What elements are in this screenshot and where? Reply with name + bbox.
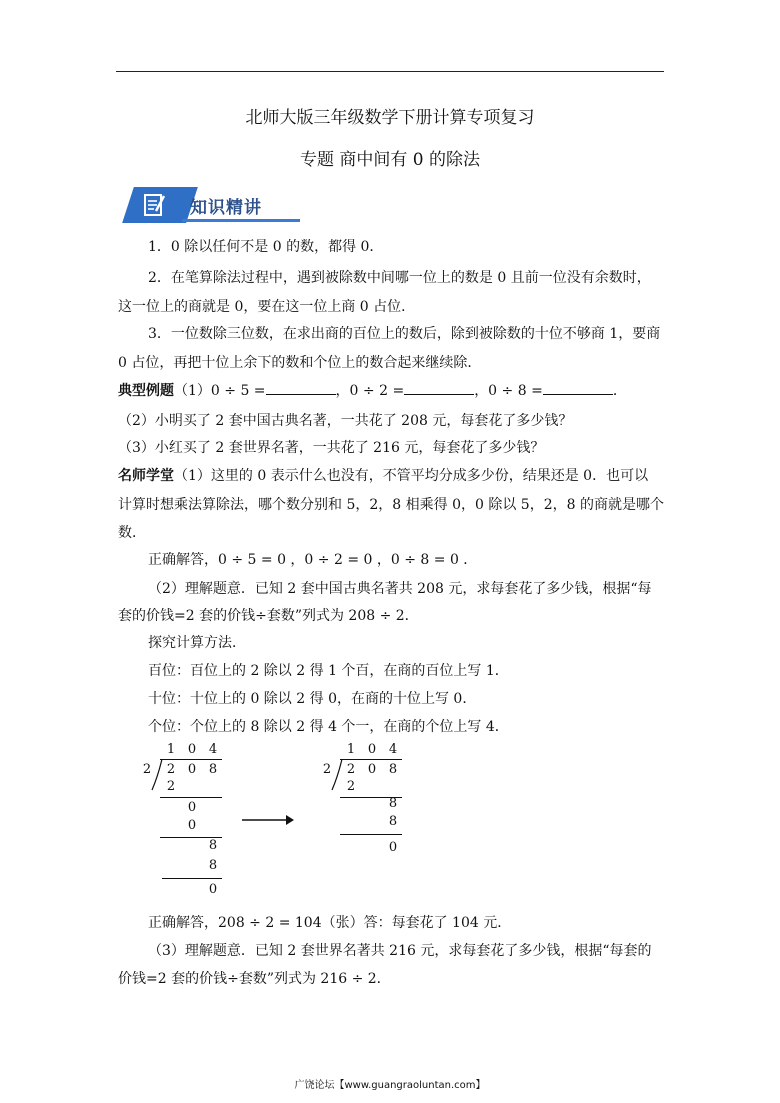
tutor-l5: （2）理解题意．已知 2 套中国古典名著共 208 元，求每套花了多少钱，根据“每 (148, 581, 652, 597)
step-line (162, 878, 222, 879)
example-label: 典型例题 (118, 383, 174, 399)
dividend-digit: 2 (166, 762, 176, 777)
step-digit: 2 (346, 779, 356, 794)
banner-label: 知识精讲 (190, 198, 262, 218)
step-digit: 8 (388, 796, 398, 811)
tutor-l11: 正确解答，208 ÷ 2 = 104（张）答：每套花了 104 元． (148, 915, 512, 931)
q1-part-b: ，0 ÷ 2 = (335, 383, 405, 399)
step-digit: 8 (208, 838, 218, 853)
quotient-digit: 4 (208, 742, 218, 757)
rule-3-cont: 0 占位，再把十位上余下的数和个位上的数合起来继续除． (118, 355, 482, 371)
step-digit: 0 (388, 840, 398, 855)
rule-2: 2．在笔算除法过程中，遇到被除数中间哪一位上的数是 0 且前一位没有余数时， (148, 270, 651, 286)
q1-part-a: （1）0 ÷ 5 = (174, 383, 266, 399)
tutor-l10: 个位：个位上的 8 除以 2 得 4 个一，在商的个位上写 4． (148, 719, 509, 735)
step-digit: 8 (388, 814, 398, 829)
dividend-digit: 8 (208, 762, 218, 777)
section-banner (120, 187, 310, 225)
division-bar (340, 759, 402, 760)
example-q3: （3）小红买了 2 套世界名著，一共花了 216 元，每套花了多少钱？ (118, 440, 545, 456)
tutor-l3: 数． (118, 525, 146, 541)
rule-1: 1．0 除以任何不是 0 的数，都得 0． (148, 239, 384, 255)
quotient-digit: 1 (166, 742, 176, 757)
q1-blank-b[interactable] (404, 382, 474, 395)
tutor-l7: 探究计算方法． (148, 635, 246, 651)
step-digit: 0 (187, 800, 197, 815)
footer-text: 广饶论坛【www.guangraoluntan.com】 (294, 1080, 486, 1091)
divisor-digit: 2 (322, 762, 332, 777)
rule-2-cont: 这一位上的商就是 0，要在这一位上商 0 占位． (118, 299, 416, 315)
example-q2: （2）小明买了 2 套中国古典名著，一共花了 208 元，每套花了多少钱？ (118, 413, 573, 429)
q1-blank-a[interactable] (266, 382, 336, 395)
step-digit: 0 (208, 882, 218, 897)
q1-end: ． (612, 383, 627, 399)
step-digit: 2 (166, 779, 176, 794)
rule-3: 3．一位数除三位数，在求出商的百位上的数后，除到被除数的十位不够商 1，要商 (148, 326, 661, 342)
tutor-l8: 百位：百位上的 2 除以 2 得 1 个百，在商的百位上写 1． (148, 663, 509, 679)
tutor-l4: 正确解答，0 ÷ 5 = 0 ，0 ÷ 2 = 0 ，0 ÷ 8 = 0 ． (148, 552, 478, 568)
tutor-l12: （3）理解题意．已知 2 套世界名著共 216 元，求每套花了多少钱，根据“每套的 (148, 943, 652, 959)
q1-blank-c[interactable] (543, 382, 613, 395)
dividend-digit: 8 (388, 762, 398, 777)
page-title: 北师大版三年级数学下册计算专项复习 (245, 108, 535, 128)
tutor-l9: 十位：十位上的 0 除以 2 得 0，在商的十位上写 0． (148, 691, 477, 707)
example-q1 (118, 380, 627, 400)
quotient-digit: 0 (187, 742, 197, 757)
q1-part-c: ，0 ÷ 8 = (474, 383, 543, 399)
tutor-label: 名师学堂 (118, 468, 174, 484)
quotient-digit: 4 (388, 742, 398, 757)
tutor-l6: 套的价钱=2 套的价钱÷套数”列式为 208 ÷ 2． (118, 608, 419, 624)
step-line (160, 797, 222, 798)
dividend-digit: 0 (187, 762, 197, 777)
step-line (340, 834, 402, 835)
quotient-digit: 1 (346, 742, 356, 757)
tutor-l1-text: （1）这里的 0 表示什么也没有，不管平均分成多少份，结果还是 0．也可以 (174, 468, 649, 484)
division-bar (160, 759, 222, 760)
tutor-l2: 计算时想乘法算除法，哪个数分别和 5，2，8 相乘得 0，0 除以 5，2，8 的商就是哪个 (118, 497, 664, 513)
page-subtitle: 专题 商中间有 0 的除法 (299, 150, 481, 170)
arrow-right-icon (240, 814, 296, 826)
dividend-digit: 0 (367, 762, 377, 777)
step-digit: 8 (208, 858, 218, 873)
header-rule (116, 71, 664, 72)
banner-underline (182, 219, 300, 222)
dividend-digit: 2 (346, 762, 356, 777)
tutor-l13: 价钱=2 套的价钱÷套数”列式为 216 ÷ 2． (118, 971, 391, 987)
step-digit: 0 (187, 818, 197, 833)
pencil-note-icon (142, 192, 168, 218)
divisor-digit: 2 (142, 762, 152, 777)
quotient-digit: 0 (367, 742, 377, 757)
tutor-l1 (118, 465, 648, 485)
